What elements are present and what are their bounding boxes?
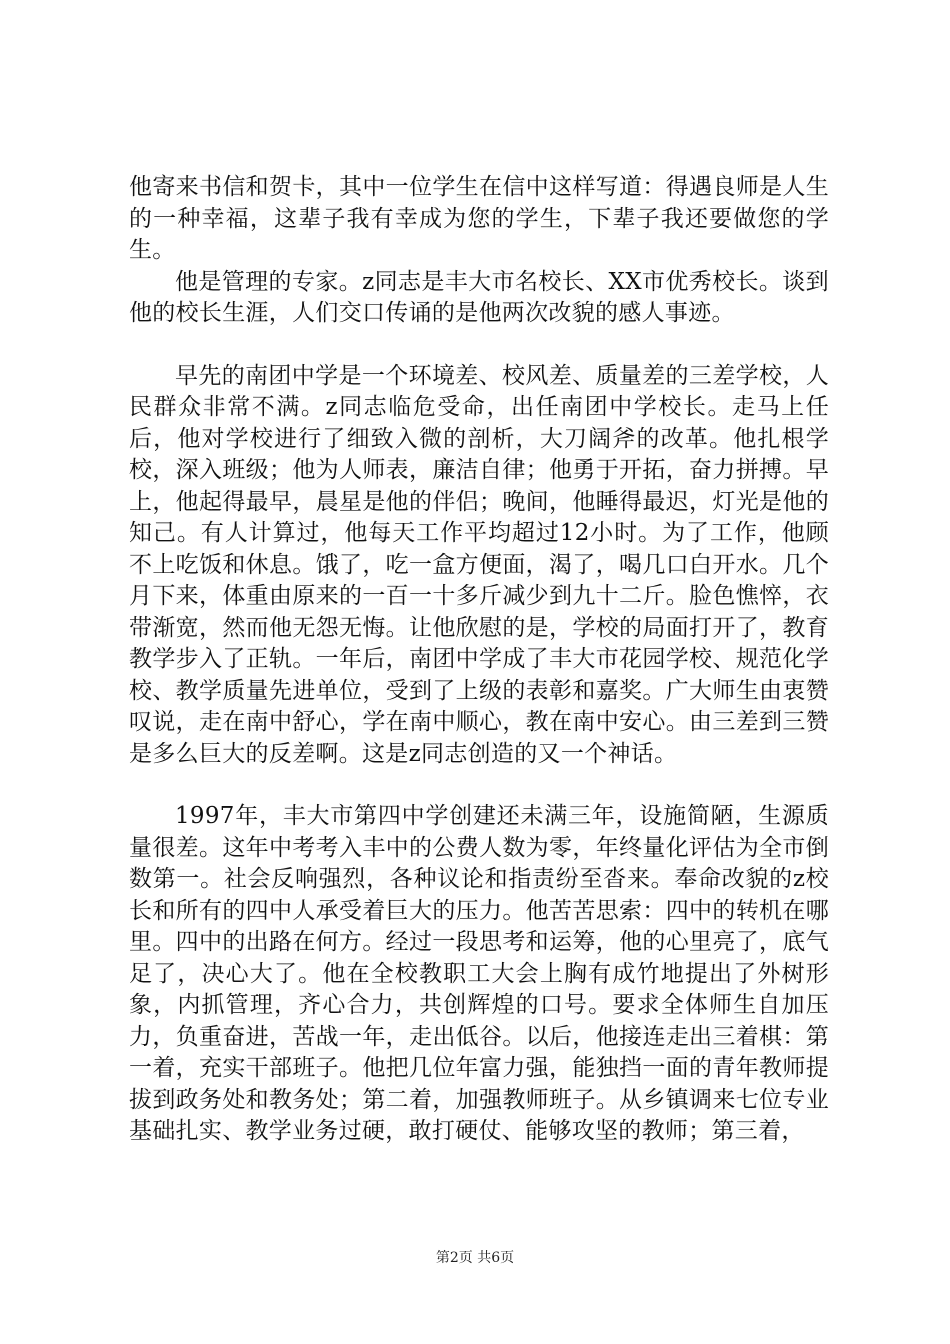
paragraph-spacer [129, 330, 829, 361]
page-footer: 第2页 共6页 [435, 1250, 515, 1266]
paragraph-fourth-middle-school: 1997年，丰大市第四中学创建还未满三年，设施简陋，生源质量很差。这年中考考入丰中的公费人数为零，年终量化评估为全市倒数第一。社会反响强烈，各种议论和指责纷至沓来。奉命改貌的z校长和所有的四中人承受着巨大的压力。他苦苦思索：四中的转机在哪里。四中的出路在何方。经过一段思考和运筹，他的心里亮了，底气足了，决心大了。他在全校教职工大会上胸有成竹地提出了外树形象，内抓管理，齐心合力，共创辉煌的口号。要求全体师生自加压力，负重奋进，苦战一年，走出低谷。以后，他接连走出三着棋：第一着，充实干部班子。他把几位年富力强，能独挡一面的青年教师提拔到政务处和教务处；第二着，加强教师班子。从乡镇调来七位专业基础扎实、教学业务过硬，敢打硬仗、能够攻坚的教师；第三着， [129, 803, 829, 1144]
document-body [129, 172, 829, 1148]
paragraph-nantuan-school: 早先的南团中学是一个环境差、校风差、质量差的三差学校，人民群众非常不满。z同志临危受命，出任南团中学校长。走马上任后，他对学校进行了细致入微的剖析，大刀阔斧的改革。他扎根学校，深入班级；他为人师表，廉洁自律；他勇于开拓，奋力拼搏。早上，他起得最早，晨星是他的伴侣；晚间，他睡得最迟，灯光是他的知己。有人计算过，他每天工作平均超过12小时。为了工作，他顾不上吃饭和休息。饿了，吃一盒方便面，渴了，喝几口白开水。几个月下来，体重由原来的一百一十多斤减少到九十二斤。脸色憔悴，衣带渐宽，然而他无怨无悔。让他欣慰的是，学校的局面打开了，教育教学步入了正轨。一年后，南团中学成了丰大市花园学校、规范化学校、教学质量先进单位，受到了上级的表彰和嘉奖。广大师生由衷赞叹说，走在南中舒心，学在南中顺心，教在南中安心。由三差到三赞是多么巨大的反差啊。这是z同志创造的又一个神话。 [129, 362, 829, 767]
paragraph-spacer [129, 770, 829, 801]
paragraph-management-expert: 他是管理的专家。z同志是丰大市名校长、XX市优秀校长。谈到他的校长生涯，人们交口传诵的是他两次改貌的感人事迹。 [129, 268, 829, 326]
paragraph-continuation: 他寄来书信和贺卡，其中一位学生在信中这样写道：得遇良师是人生的一种幸福，这辈子我有幸成为您的学生，下辈子我还要做您的学生。 [129, 174, 829, 263]
